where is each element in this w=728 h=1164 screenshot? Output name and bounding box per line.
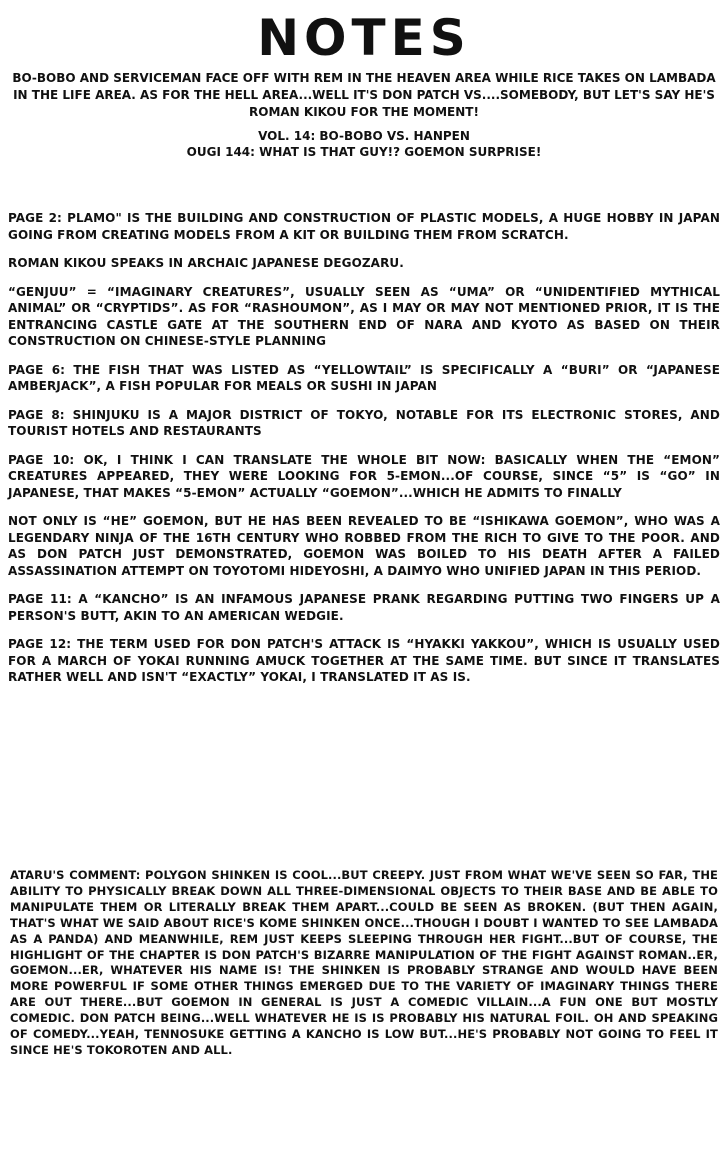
note-item: PAGE 10: OK, I THINK I CAN TRANSLATE THE WHOLE BIT NOW: BASICALLY WHEN THE “EMON” CREATURES APPEARED, THEY WERE LOOKING FOR 5-EMON...OF COURSE, SINCE “5” IS “GO” IN JAPANESE, THAT MAKES “5-EMON” ACTUALLY “GOEMON”...WHICH HE ADMITS TO FINALLY [8,452,720,500]
note-item: PAGE 6: THE FISH THAT WAS LISTED AS “YELLOWTAIL” IS SPECIFICALLY A “BURI” OR “JAPANESE AMBERJACK”, A FISH POPULAR FOR MEALS OR SUSHI IN JAPAN [8,362,720,393]
note-item: NOT ONLY IS “HE” GOEMON, BUT HE HAS BEEN REVEALED TO BE “ISHIKAWA GOEMON”, WHO WAS A LEGENDARY NINJA OF THE 16TH CENTURY WHO ROBBED FROM THE RICH TO GIVE TO THE POOR. AND AS DON PATCH JUST DEMONSTRATED, GOEMON WAS BOILED TO HIS DEATH AFTER A FAILED ASSASSINATION ATTEMPT ON TOYOTOMI HIDEYOSHI, A DAIMYO WHO UNIFIED JAPAN IN THIS PERIOD. [8,514,720,578]
comment-text: ATARU'S COMMENT: POLYGON SHINKEN IS COOL...BUT CREEPY. JUST FROM WHAT WE'VE SEEN SO FAR, THE ABILITY TO PHYSICALLY BREAK DOWN ALL THREE-DIMENSIONAL OBJECTS TO THEIR BASE AND BE ABLE TO MANIPULATE THEM OR LITERALLY BREAK THEM APART...COULD BE SEEN AS BROKEN. (BUT THEN AGAIN, THAT'S WHAT WE SAID ABOUT RICE'S KOME SHINKEN ONCE...THOUGH I DOUBT I WANTED TO SEE LAMBADA AS A PANDA) AND MEANWHILE, REM JUST KEEPS SLEEPING THROUGH HER FIGHT...BUT OF COURSE, THE HIGHLIGHT OF THE CHAPTER IS DON PATCH'S BIZARRE MANIPULATION OF THE FIGHT AGAINST ROMAN..ER, GOEMON...ER, WHATEVER HIS NAME IS! THE SHINKEN IS PROBABLY STRANGE AND WOULD HAVE BEEN MORE POWERFUL IF SOME OTHER THINGS EMERGED DUE TO THE VARIETY OF IMAGINARY THINGS THERE ARE OUT THERE...BUT GOEMON IN GENERAL IS JUST A COMEDIC VILLAIN...A FUN ONE BUT MOSTLY COMEDIC. DON PATCH BEING...WELL WHATEVER HE IS IS PROBABLY HIS NATURAL FOIL. OH AND SPEAKING OF COMEDY...YEAH, TENNOSUKE GETTING A KANCHO IS LOW BUT...HE'S PROBABLY NOT GOING TO FEEL IT SINCE HE'S TOKOROTEN AND ALL. [10,868,718,1057]
volume-line: VOL. 14: BO-BOBO VS. HANPEN [258,129,470,143]
note-item: “GENJUU” = “IMAGINARY CREATURES”, USUALLY SEEN AS “UMA” OR “UNIDENTIFIED MYTHICAL ANIMAL” OR “CRYPTIDS”. AS FOR “RASHOUMON”, AS I MAY OR MAY NOT MENTIONED PRIOR, IT IS THE ENTRANCING CASTLE GATE AT THE SOUTHERN END OF NARA AND KYOTO AS BASED ON THEIR CONSTRUCTION ON CHINESE-STYLE PLANNING [8,284,720,348]
note-item: PAGE 12: THE TERM USED FOR DON PATCH'S ATTACK IS “HYAKKI YAKKOU”, WHICH IS USUALLY USED FOR A MARCH OF YOKAI RUNNING AMUCK TOGETHER AT THE SAME TIME. BUT SINCE IT TRANSLATES RATHER WELL AND ISN'T “EXACTLY” YOKAI, I TRANSLATED IT AS IS. [8,637,720,684]
note-item: PAGE 2: PLAMO" IS THE BUILDING AND CONSTRUCTION OF PLASTIC MODELS, A HUGE HOBBY IN JAPAN GOING FROM CREATING MODELS FROM A KIT OR BUILDING THEM FROM SCRATCH. [8,211,720,242]
intro-paragraph: BO-BOBO AND SERVICEMAN FACE OFF WITH REM IN THE HEAVEN AREA WHILE RICE TAKES ON LAMBADA IN THE LIFE AREA. AS FOR THE HELL AREA...WELL IT'S DON PATCH VS....SOMEBODY, BUT LET'S SAY HE'S ROMAN KIKOU FOR THE MOMENT! [12,71,716,119]
note-item: PAGE 8: SHINJUKU IS A MAJOR DISTRICT OF TOKYO, NOTABLE FOR ITS ELECTRONIC STORES, AND TOURIST HOTELS AND RESTAURANTS [8,407,720,438]
chapter-heading [10,128,718,160]
note-item: ROMAN KIKOU SPEAKS IN ARCHAIC JAPANESE DEGOZARU. [8,256,404,270]
translator-comment [10,868,718,1059]
chapter-line: OUGI 144: WHAT IS THAT GUY!? GOEMON SURPRISE! [186,145,542,159]
translation-notes [8,210,720,698]
page-title: NOTES [257,9,471,67]
note-item: PAGE 11: A “KANCHO” IS AN INFAMOUS JAPANESE PRANK REGARDING PUTTING TWO FINGERS UP A PERSON'S BUTT, AKIN TO AN AMERICAN WEDGIE. [8,592,720,623]
